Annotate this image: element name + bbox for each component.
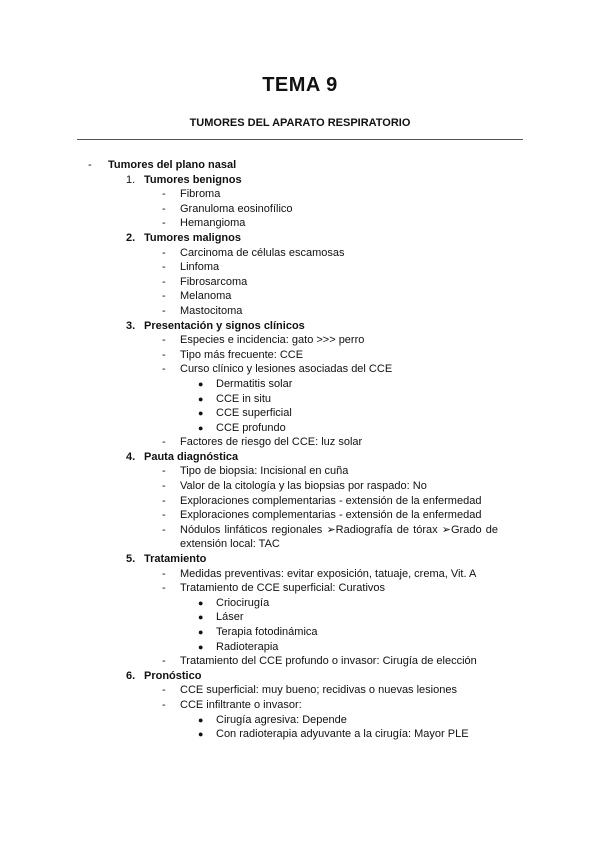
dash-marker: - [162, 480, 166, 493]
bullet-item-text: Criocirugía [216, 596, 270, 609]
subsection-number: 1. [126, 173, 136, 186]
list-item-text: Carcinoma de células escamosas [180, 246, 345, 259]
list-item-text: Hemangioma [180, 217, 246, 230]
subsection-heading: Pronóstico [144, 669, 202, 682]
list-item [0, 246, 600, 261]
bullet-icon: ● [198, 729, 204, 740]
subsection-heading-row [0, 231, 600, 246]
list-item-text: CCE infiltrante o invasor: [180, 698, 302, 711]
subsection-heading-row [0, 669, 600, 684]
list-item [0, 202, 600, 217]
list-item-text: Valor de la citología y las biopsias por raspado: No [180, 480, 427, 493]
list-item [0, 260, 600, 275]
list-item-text: Tipo de biopsia: Incisional en cuña [180, 465, 349, 478]
dash-marker: - [162, 582, 166, 595]
bullet-item [0, 713, 600, 728]
list-item-text: Especies e incidencia: gato >>> perro [180, 334, 365, 347]
bullet-icon: ● [198, 408, 204, 419]
list-item-text: Linfoma [180, 261, 220, 274]
subsection-heading: Pauta diagnóstica [144, 450, 239, 463]
bullet-icon: ● [198, 393, 204, 404]
list-item [0, 494, 600, 509]
list-item [0, 304, 600, 319]
bullet-item [0, 625, 600, 640]
subsection-heading-row [0, 319, 600, 334]
list-item [0, 187, 600, 202]
horizontal-divider [77, 139, 523, 140]
subsection-number: 4. [126, 450, 136, 463]
list-item-text: Nódulos linfáticos regionales ➢Radiografía de tórax ➢Grado de [180, 523, 498, 536]
list-item-text: Curso clínico y lesiones asociadas del CCE [180, 363, 393, 376]
subsection-heading-row [0, 552, 600, 567]
dash-marker: - [162, 509, 166, 522]
bullet-icon: ● [198, 641, 204, 652]
list-item [0, 654, 600, 669]
list-item [0, 216, 600, 231]
list-item [0, 479, 600, 494]
list-item-text: Exploraciones complementarias - extensión de la enfermedad [180, 509, 482, 522]
list-item-text: Fibroma [180, 188, 221, 201]
bullet-item-text: CCE profundo [216, 421, 286, 434]
subsection-number: 3. [126, 319, 136, 332]
dash-marker: - [162, 334, 166, 347]
dash-marker: - [162, 494, 166, 507]
bullet-item [0, 377, 600, 392]
dash-marker: - [162, 188, 166, 201]
list-item-text: Tratamiento del CCE profundo o invasor: Cirugía de elección [180, 655, 477, 668]
list-item [0, 683, 600, 698]
bullet-item-text: Terapia fotodinámica [216, 626, 318, 638]
subsection-number: 5. [126, 553, 136, 566]
bullet-item-text: CCE in situ [216, 392, 272, 405]
dash-marker: - [162, 217, 166, 230]
dash-marker: - [162, 436, 166, 449]
dash-marker: - [162, 246, 166, 259]
bullet-item-text: Dermatitis solar [216, 377, 293, 390]
bullet-item [0, 727, 600, 742]
list-item [0, 333, 600, 348]
list-item-text: Tratamiento de CCE superficial: Curativos [180, 582, 386, 595]
bullet-icon: ● [198, 597, 204, 608]
dash-marker: - [162, 202, 166, 215]
list-item [0, 581, 600, 596]
dash-marker: - [162, 523, 166, 536]
subsection-heading-row [0, 173, 600, 188]
list-item-text: extensión local: TAC [180, 538, 280, 551]
subsection-heading: Tumores benignos [144, 173, 242, 186]
section-heading-row [0, 158, 600, 173]
list-item-text: CCE superficial: muy bueno; recidivas o nuevas lesiones [180, 684, 457, 697]
section-heading: Tumores del plano nasal [108, 159, 237, 171]
dash-marker: - [88, 159, 92, 171]
dash-marker: - [162, 275, 166, 288]
bullet-item-text: CCE superficial [216, 407, 292, 420]
bullet-item [0, 406, 600, 421]
bullet-item [0, 640, 600, 655]
dash-marker: - [162, 261, 166, 274]
list-item-text: Tipo más frecuente: CCE [180, 348, 304, 361]
document-body [0, 158, 600, 742]
list-item [0, 698, 600, 713]
list-item [0, 567, 600, 582]
list-item [0, 523, 600, 538]
list-item [0, 289, 600, 304]
subsection-heading: Tratamiento [144, 553, 207, 566]
dash-marker: - [162, 304, 166, 317]
bullet-item [0, 596, 600, 611]
bullet-item-text: Láser [216, 611, 244, 624]
dash-marker: - [162, 348, 166, 361]
bullet-item-text: Cirugía agresiva: Depende [216, 713, 347, 726]
dash-marker: - [162, 290, 166, 303]
subsection-number: 6. [126, 669, 136, 682]
list-item [0, 348, 600, 363]
list-item [0, 362, 600, 377]
subsection-number: 2. [126, 231, 136, 244]
list-item-continuation [0, 537, 600, 552]
list-item [0, 464, 600, 479]
dash-marker: - [162, 684, 166, 697]
subsection-heading: Presentación y signos clínicos [144, 319, 305, 332]
bullet-item [0, 421, 600, 436]
subsection-heading: Tumores malignos [144, 231, 241, 244]
list-item-text: Exploraciones complementarias - extensión de la enfermedad [180, 494, 482, 507]
bullet-icon: ● [198, 612, 204, 623]
list-item-text: Factores de riesgo del CCE: luz solar [180, 436, 363, 449]
dash-marker: - [162, 363, 166, 376]
bullet-icon: ● [198, 422, 204, 433]
list-item-text: Melanoma [180, 290, 232, 303]
bullet-icon: ● [198, 378, 204, 389]
bullet-icon: ● [198, 714, 204, 725]
dash-marker: - [162, 698, 166, 711]
document-subtitle: TUMORES DEL APARATO RESPIRATORIO [189, 117, 411, 129]
list-item [0, 435, 600, 450]
bullet-item-text: Con radioterapia adyuvante a la cirugía: Mayor PLE [216, 728, 469, 741]
dash-marker: - [162, 567, 166, 580]
bullet-item-text: Radioterapia [216, 640, 279, 653]
bullet-item [0, 392, 600, 407]
list-item-text: Granuloma eosinofílico [180, 202, 293, 215]
bullet-icon: ● [198, 627, 204, 637]
document-title: TEMA 9 [262, 74, 338, 96]
dash-marker: - [162, 655, 166, 668]
list-item-text: Mastocitoma [180, 304, 243, 317]
list-item [0, 275, 600, 290]
bullet-item [0, 610, 600, 625]
subsection-heading-row [0, 450, 600, 465]
list-item-text: Medidas preventivas: evitar exposición, tatuaje, crema, Vit. A [180, 567, 477, 580]
dash-marker: - [162, 465, 166, 478]
list-item [0, 508, 600, 523]
list-item-text: Fibrosarcoma [180, 275, 248, 288]
